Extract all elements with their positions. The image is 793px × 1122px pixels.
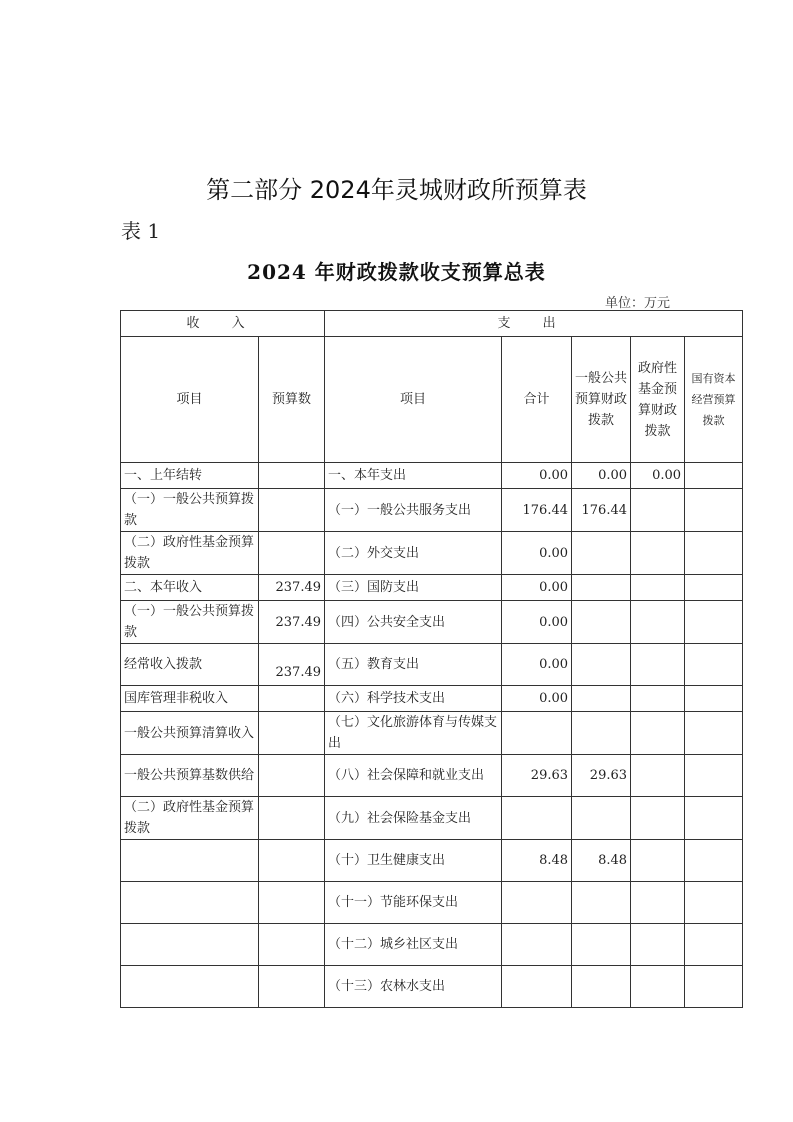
income-item: [121, 840, 259, 882]
expense-item: 一、本年支出: [325, 463, 502, 489]
total-value: [502, 882, 572, 924]
state-value: [685, 712, 743, 755]
fund-budget-header: 政府性基金预算财政拨款: [631, 337, 685, 463]
table-row: [121, 489, 743, 532]
table-row: [121, 686, 743, 712]
fund-value: 0.00: [631, 463, 685, 489]
total-value: [502, 924, 572, 966]
expense-item: （四）公共安全支出: [325, 601, 502, 644]
general-value: 0.00: [572, 463, 631, 489]
table-row: [121, 797, 743, 840]
general-value: [572, 532, 631, 575]
general-value: 176.44: [572, 489, 631, 532]
total-value: [502, 712, 572, 755]
fund-value: [631, 882, 685, 924]
expense-item: （十二）城乡社区支出: [325, 924, 502, 966]
total-value: 0.00: [502, 686, 572, 712]
general-value: [572, 686, 631, 712]
income-item: 经常收入拨款: [121, 644, 259, 686]
total-value: 0.00: [502, 644, 572, 686]
general-value: 29.63: [572, 755, 631, 797]
table-title: 2024 年财政拨款收支预算总表: [247, 260, 546, 284]
income-value: 237.49: [259, 575, 325, 601]
total-value: 176.44: [502, 489, 572, 532]
table-row: [121, 532, 743, 575]
income-value: [259, 686, 325, 712]
income-item: （一）一般公共预算拨款: [121, 601, 259, 644]
general-value: [572, 797, 631, 840]
income-item: [121, 924, 259, 966]
table-row: [121, 601, 743, 644]
income-budget-header: 预算数: [259, 337, 325, 463]
table-row: [121, 575, 743, 601]
table-row: [121, 966, 743, 1008]
income-value: [259, 924, 325, 966]
expense-item: （九）社会保险基金支出: [325, 797, 502, 840]
total-value: 0.00: [502, 463, 572, 489]
general-value: [572, 882, 631, 924]
total-value: 0.00: [502, 601, 572, 644]
state-value: [685, 575, 743, 601]
fund-value: [631, 489, 685, 532]
header-row-top: [121, 311, 743, 337]
income-value: [259, 712, 325, 755]
income-item: [121, 882, 259, 924]
fund-value: [631, 755, 685, 797]
income-value: [259, 532, 325, 575]
general-value: [572, 924, 631, 966]
income-value: [259, 755, 325, 797]
header-row-columns: [121, 337, 743, 463]
expense-item: （五）教育支出: [325, 644, 502, 686]
total-value: 29.63: [502, 755, 572, 797]
table-row: [121, 840, 743, 882]
total-header: 合计: [502, 337, 572, 463]
budget-table: [120, 310, 743, 1008]
income-item: [121, 966, 259, 1008]
total-value: [502, 797, 572, 840]
state-value: [685, 797, 743, 840]
income-item: 一、上年结转: [121, 463, 259, 489]
general-value: [572, 575, 631, 601]
expense-item: （一）一般公共服务支出: [325, 489, 502, 532]
table-row: [121, 463, 743, 489]
table-row: [121, 644, 743, 686]
income-value: [259, 882, 325, 924]
part-title: 第二部分 2024年灵城财政所预算表: [206, 176, 587, 204]
table-row: [121, 882, 743, 924]
income-item: 一般公共预算清算收入: [121, 712, 259, 755]
state-value: [685, 840, 743, 882]
expense-item: （十）卫生健康支出: [325, 840, 502, 882]
table-row: [121, 755, 743, 797]
expense-item: （二）外交支出: [325, 532, 502, 575]
fund-value: [631, 532, 685, 575]
income-item: 二、本年收入: [121, 575, 259, 601]
state-value: [685, 532, 743, 575]
table-row: [121, 712, 743, 755]
total-value: 0.00: [502, 575, 572, 601]
expense-item: （十三）农林水支出: [325, 966, 502, 1008]
state-value: [685, 966, 743, 1008]
income-item: （二）政府性基金预算拨款: [121, 797, 259, 840]
fund-value: [631, 686, 685, 712]
income-item: （二）政府性基金预算拨款: [121, 532, 259, 575]
general-value: 8.48: [572, 840, 631, 882]
state-value: [685, 644, 743, 686]
expense-item: （七）文化旅游体育与传媒支出: [325, 712, 502, 755]
general-value: [572, 644, 631, 686]
income-value: [259, 966, 325, 1008]
state-capital-header: 国有资本经营预算拨款: [685, 337, 743, 463]
income-item: 一般公共预算基数供给: [121, 755, 259, 797]
income-value-text: 237.49: [275, 665, 322, 680]
expense-header: 支 出: [325, 311, 743, 337]
fund-value: [631, 966, 685, 1008]
state-value: [685, 924, 743, 966]
state-value: [685, 755, 743, 797]
income-value: [259, 644, 325, 686]
fund-value: [631, 712, 685, 755]
fund-value: [631, 797, 685, 840]
expense-item: （六）科学技术支出: [325, 686, 502, 712]
expense-item: （三）国防支出: [325, 575, 502, 601]
income-header: 收 入: [121, 311, 325, 337]
income-item: 国库管理非税收入: [121, 686, 259, 712]
income-item-header: 项目: [121, 337, 259, 463]
income-value: [259, 489, 325, 532]
state-value: [685, 882, 743, 924]
fund-value: [631, 601, 685, 644]
general-value: [572, 601, 631, 644]
expense-item: （八）社会保障和就业支出: [325, 755, 502, 797]
fund-value: [631, 840, 685, 882]
total-value: [502, 966, 572, 1008]
total-value: 0.00: [502, 532, 572, 575]
fund-value: [631, 575, 685, 601]
income-value: [259, 840, 325, 882]
table-row: [121, 924, 743, 966]
total-value: 8.48: [502, 840, 572, 882]
table-number: 表 1: [121, 219, 161, 243]
expense-item-header: 项目: [325, 337, 502, 463]
state-value: [685, 489, 743, 532]
general-value: [572, 966, 631, 1008]
general-budget-header: 一般公共预算财政拨款: [572, 337, 631, 463]
income-value: [259, 463, 325, 489]
unit-label: 单位：万元: [605, 296, 671, 311]
income-value: 237.49: [259, 601, 325, 644]
income-item: （一）一般公共预算拨款: [121, 489, 259, 532]
expense-item: （十一）节能环保支出: [325, 882, 502, 924]
state-value: [685, 601, 743, 644]
general-value: [572, 712, 631, 755]
state-value: [685, 686, 743, 712]
state-value: [685, 463, 743, 489]
fund-value: [631, 644, 685, 686]
income-value: [259, 797, 325, 840]
fund-value: [631, 924, 685, 966]
